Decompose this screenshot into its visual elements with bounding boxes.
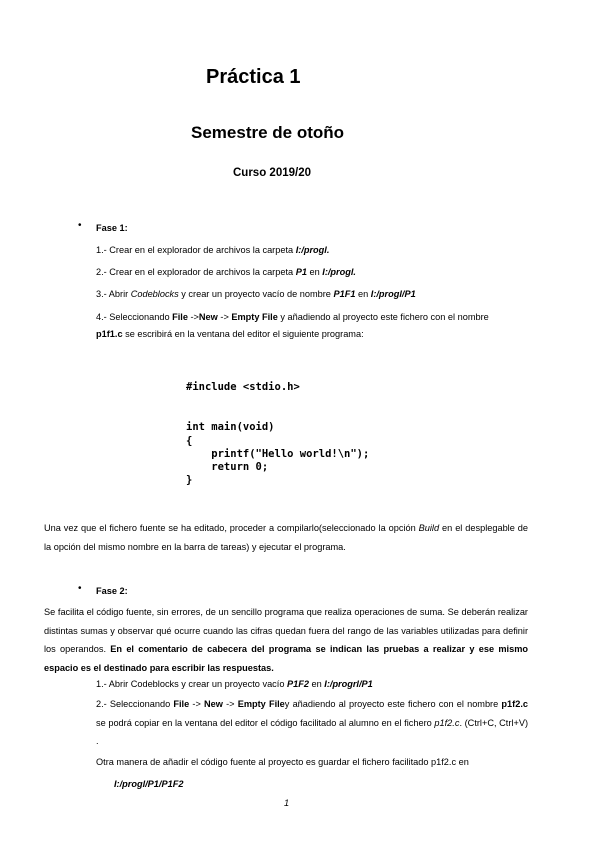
phase1-step2: 2.- Crear en el explorador de archivos la carpeta P1 en I:/progl. [96,267,356,277]
phase2-bullet: • [78,583,82,594]
phase1-bullet: • [78,220,82,231]
phase1-step3: 3.- Abrir Codeblocks y crear un proyecto vacío de nombre P1F1 en I:/progl/P1 [96,289,416,299]
phase2-step3: Otra manera de añadir el código fuente al proyecto es guardar el fichero facilitado p1f2.c en [96,757,469,767]
phase1-step4-line2: p1f1.c se escribirá en la ventana del editor el siguiente programa: [96,329,364,339]
code-line: #include <stdio.h> [186,381,300,393]
code-line: } [186,474,193,486]
phase2-intro-paragraph: Se facilita el código fuente, sin errores, de un sencillo programa que realiza operaciones de suma. Se deberán realizar distintas sumas y observar qué ocurre cuando las cifras quedan fuera del rango de las variables utilizadas para definir los operandos. En el comentario de cabecera del programa se indican las pruebas a realizar y ese mismo espacio es el destinado para escribir las respuestas. [44,607,528,673]
page-title: Práctica 1 [206,66,301,88]
code-line: { [186,435,193,447]
code-line: printf("Hello world!\n"); [186,448,370,460]
phase2-step2: 2.- Seleccionando File -> New -> Empty Filey añadiendo al proyecto este fichero con el nombre p1f2.c se podrá copiar en la ventana del editor el código facilitado al alumno en el fichero p1f2.c. (Ctrl+C, Ctrl+V) . [96,699,529,746]
code-line: return 0; [186,461,269,473]
page-number: 1 [284,798,290,808]
phase2-label: Fase 2: [96,586,128,596]
phase2-step1: 1.- Abrir Codeblocks y crear un proyecto vacío P1F2 en I:/progrl/P1 [96,679,373,689]
page-subtitle: Semestre de otoño [191,123,345,142]
phase1-after-paragraph: Una vez que el fichero fuente se ha editado, proceder a compilarlo(seleccionado la opción Build en el desplegable de la opción del mismo nombre en la barra de tareas) y ejecutar el programa. [44,523,528,552]
course-label: Curso 2019/20 [233,167,311,179]
phase1-label: Fase 1: [96,223,128,233]
phase1-step4-line1: 4.- Seleccionando File ->New -> Empty File y añadiendo al proyecto este fichero con el nombre [96,312,489,322]
phase1-step1: 1.- Crear en el explorador de archivos la carpeta I:/progl. [96,245,330,255]
code-line: int main(void) [186,421,275,433]
phase2-path: I:/progl/P1/P1F2 [114,779,184,789]
